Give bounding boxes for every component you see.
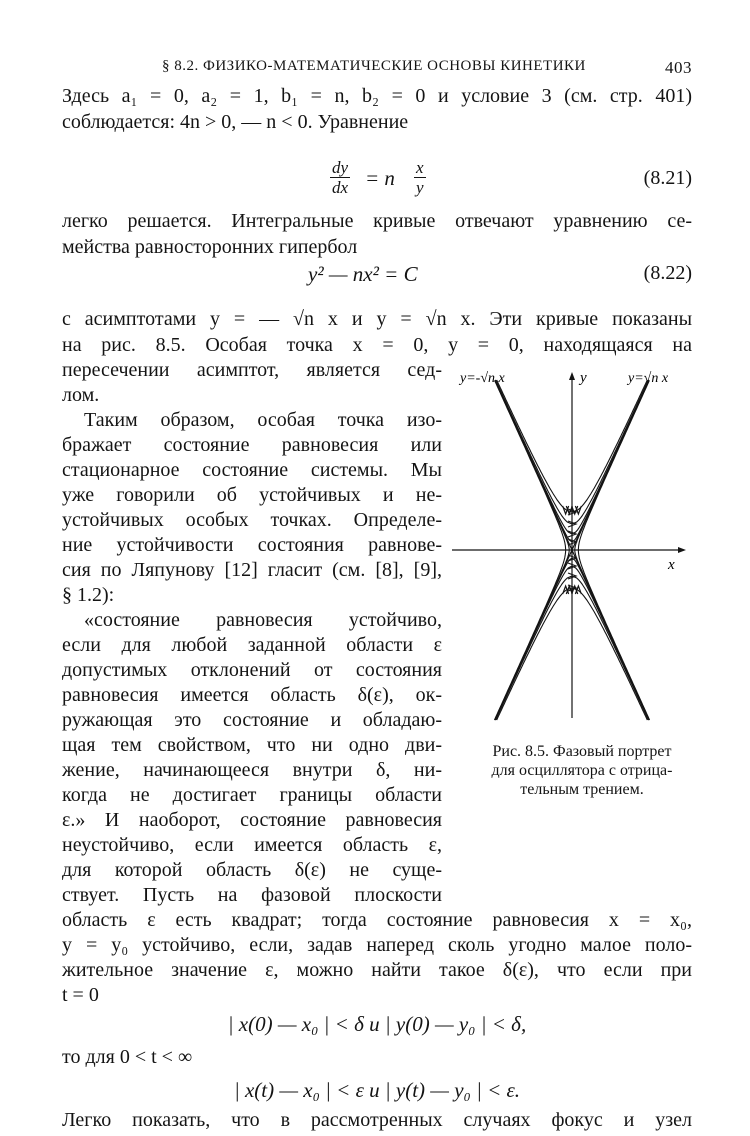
text-line: устойчивых особых точках. Определе- <box>62 509 442 531</box>
text-line: легко решается. Интегральные кривые отвечают уравнению се- <box>62 210 692 232</box>
right-asymptote-label: y=√n x <box>628 371 669 386</box>
text-line: Здесь a₁ = 0, a₂ = 1, b₁ = n, b₂ = 0 и условие 3 (см. стр. 401) <box>62 85 692 107</box>
figure-labels <box>458 370 675 573</box>
text-line: лом. <box>62 384 100 406</box>
text-line: соблюдается: 4n > 0, — n < 0. Уравнение <box>62 111 409 133</box>
text-line: Таким образом, особая точка изо- <box>84 409 442 431</box>
text-line: для которой область δ(ε) не суще- <box>62 859 442 881</box>
x-axis-arrow <box>678 547 686 553</box>
phase-portrait-figure <box>452 368 700 740</box>
y-axis-arrow <box>569 372 575 380</box>
figure-caption <box>462 742 702 799</box>
text-line: то для 0 < t < ∞ <box>62 1046 193 1068</box>
text-line: уже говорили об устойчивых и не- <box>62 484 442 506</box>
text-line: когда не достигает границы области <box>62 784 442 806</box>
text-line: стационарное состояние системы. Мы <box>62 459 442 481</box>
equation-mid: = n <box>365 166 395 190</box>
header-title: § 8.2. ФИЗИКО-МАТЕМАТИЧЕСКИЕ ОСНОВЫ КИНЕТИКИ <box>162 58 586 74</box>
text-line: § 1.2): <box>62 584 115 606</box>
text-line: область ε есть квадрат; тогда состояние равновесия x = x₀, <box>62 909 692 931</box>
text-line: ружающая это состояние и обладаю- <box>62 709 442 731</box>
text-line: жительное значение ε, можно найти такое δ(ε), что если при <box>62 959 692 981</box>
text-line: t = 0 <box>62 984 99 1006</box>
left-asymptote-label: y=-√n x <box>460 371 505 386</box>
text-line: жение, начинающееся внутри δ, ни- <box>62 759 442 781</box>
text-line: равновесия имеется область δ(ε), ок- <box>62 684 442 706</box>
text-line: ние устойчивости состояния равнове- <box>62 534 442 556</box>
text-line: щая тем свойством, что ни одно дви- <box>62 734 442 756</box>
text-line: неустойчиво, если имеется область ε, <box>62 834 442 856</box>
text-line: ε.» И наоборот, состояние равновесия <box>62 809 442 831</box>
text-line: пересечении асимптот, является сед- <box>62 359 442 381</box>
x-axis-label: x <box>668 557 675 573</box>
text-line: если для любой заданной области ε <box>62 634 442 656</box>
text-line: ствует. Пусть на фазовой плоскости <box>62 884 442 906</box>
text-line: y = y₀ устойчиво, если, задав наперед сколь угодно малое поло- <box>62 934 692 956</box>
text-line: сия по Ляпунову [12] гласит (см. [8], [9], <box>62 559 442 581</box>
fraction-x-y: $\frac{x}{y}$ <box>416 158 424 197</box>
page-number: 403 <box>665 58 692 77</box>
text-line: с асимптотами y = — √n x и y = √n x. Эти кривые показаны <box>62 308 692 330</box>
text-line: на рис. 8.5. Особая точка x = 0, y = 0, находящаяся на <box>62 334 692 356</box>
equation-8-22: y² — nx² = C <box>308 262 418 286</box>
text-line: мейства равносторонних гипербол <box>62 236 358 258</box>
text-line: Легко показать, что в рассмотренных случаях фокус и узел <box>62 1109 692 1131</box>
equation-number-8-22: (8.22) <box>643 262 692 284</box>
caption-line: Рис. 8.5. Фазовый портрет <box>492 743 672 760</box>
condition-all-time: | x(t) — x₀ | < ε и | y(t) — y₀ | < ε. <box>233 1078 521 1102</box>
caption-line: для осциллятора с отрица- <box>491 762 673 779</box>
y-axis-label: y <box>580 370 587 386</box>
text-line: «состояние равновесия устойчиво, <box>84 609 442 631</box>
condition-initial: | x(0) — x₀ | < δ и | y(0) — y₀ | < δ, <box>227 1012 527 1036</box>
equation-number-8-21: (8.21) <box>643 167 692 189</box>
text-line: бражает состояние равновесия или <box>62 434 442 456</box>
text-line: допустимых отклонений от состояния <box>62 659 442 681</box>
fraction-dy-dx: $\frac{dy}{dx}$ <box>332 158 349 197</box>
caption-line: тельным трением. <box>520 781 644 798</box>
